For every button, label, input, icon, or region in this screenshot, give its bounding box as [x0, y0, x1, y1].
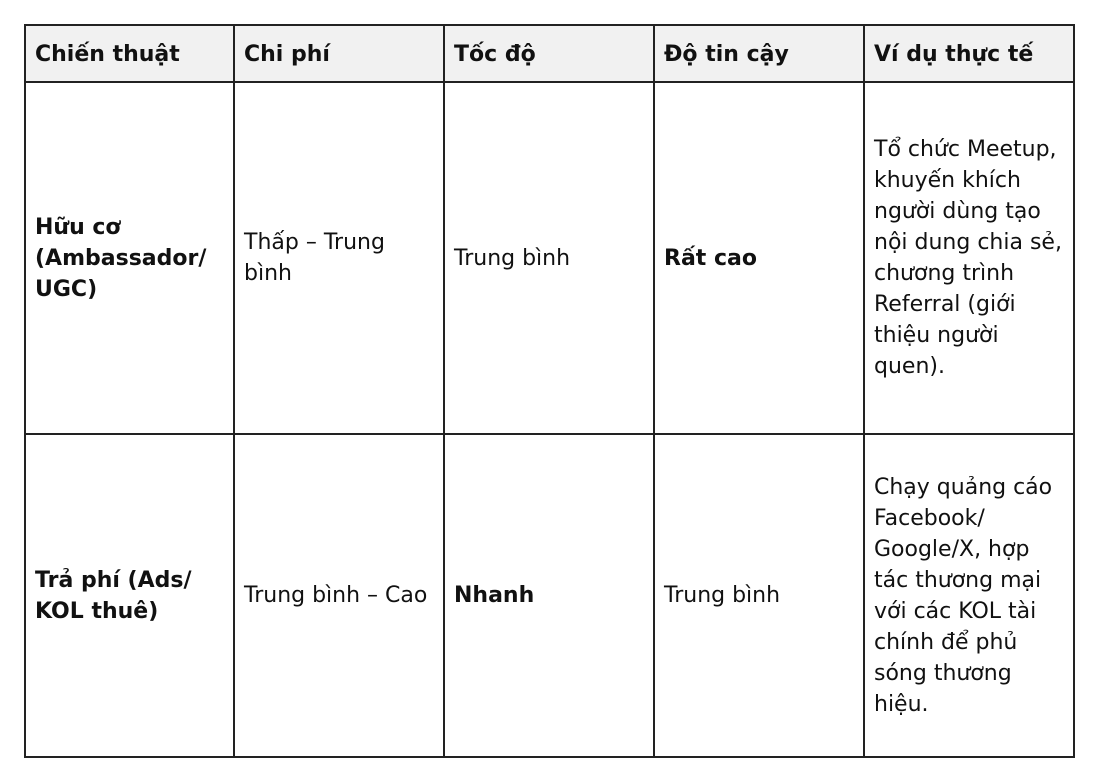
cell-tactic: Trả phí (Ads/ KOL thuê) [25, 434, 234, 757]
cell-reliability: Trung bình [654, 434, 864, 757]
header-cost: Chi phí [234, 25, 444, 82]
cell-example: Tổ chức Meetup, khuyến khích người dùng tạo nội dung chia sẻ, chương trình Referral (giới thiệu người quen). [864, 82, 1074, 434]
table-row [25, 82, 1074, 434]
cell-tactic: Hữu cơ (Ambassador/ UGC) [25, 82, 234, 434]
cell-example: Chạy quảng cáo Facebook/ Google/X, hợp tác thương mại với các KOL tài chính để phủ sóng thương hiệu. [864, 434, 1074, 757]
cell-speed: Trung bình [444, 82, 654, 434]
header-speed: Tốc độ [444, 25, 654, 82]
header-reliability: Độ tin cậy [654, 25, 864, 82]
cell-cost: Trung bình – Cao [234, 434, 444, 757]
cell-reliability: Rất cao [654, 82, 864, 434]
table-row [25, 434, 1074, 757]
tactics-comparison-table [24, 24, 1075, 758]
cell-speed: Nhanh [444, 434, 654, 757]
tactics-table-container [24, 24, 1075, 758]
table-header-row [25, 25, 1074, 82]
header-example: Ví dụ thực tế [864, 25, 1074, 82]
cell-cost: Thấp – Trung bình [234, 82, 444, 434]
header-tactic: Chiến thuật [25, 25, 234, 82]
